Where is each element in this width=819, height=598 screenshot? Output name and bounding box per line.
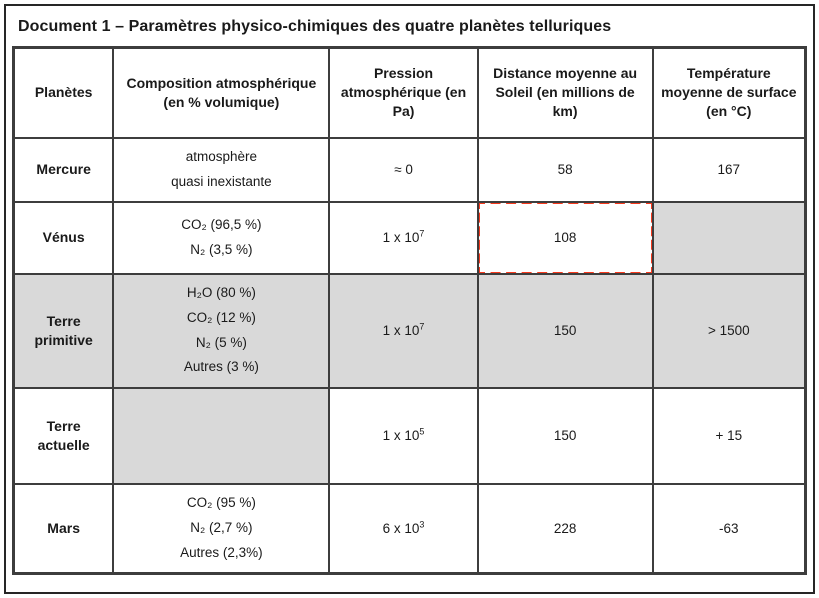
composition-cell [113, 202, 329, 274]
pressure-cell [329, 138, 477, 202]
pressure-exponent: 7 [419, 228, 425, 239]
pressure-cell [329, 388, 477, 484]
composition-line: N₂ (2,7 %) [190, 519, 253, 535]
composition-line: CO₂ (12 %) [186, 309, 256, 325]
composition-line: atmosphère [185, 148, 258, 164]
pressure-mantissa: 1 x 10 [382, 428, 420, 443]
table-row-terre-actuelle [14, 388, 806, 484]
composition-line: CO₂ (96,5 %) [181, 216, 262, 232]
composition-line: Autres (2,3%) [180, 544, 263, 560]
distance-cell: 150 [478, 274, 653, 388]
composition-line: H₂O (80 %) [186, 284, 256, 300]
temperature-cell: + 15 [653, 388, 806, 484]
header-cell-temperature: Température moyenne de surface (en °C) [653, 48, 806, 138]
distance-cell: 58 [478, 138, 653, 202]
planet-cell: Mars [14, 484, 114, 574]
composition-line: N₂ (5 %) [195, 334, 247, 350]
temperature-cell: > 1500 [653, 274, 806, 388]
planets-table [12, 46, 807, 575]
document-title: Document 1 – Paramètres physico-chimiques des quatre planètes telluriques [18, 18, 612, 35]
table-row-venus [14, 202, 806, 274]
header-cell-distance: Distance moyenne au Soleil (en millions de km) [478, 48, 653, 138]
table-row-terre-primitive [14, 274, 806, 388]
document-frame [4, 4, 815, 594]
pressure-mantissa: 1 x 10 [382, 323, 420, 338]
composition-line: Autres (3 %) [183, 359, 259, 375]
pressure-exponent: 3 [419, 519, 425, 530]
composition-line: N₂ (3,5 %) [190, 241, 253, 257]
composition-line: quasi inexistante [171, 173, 272, 189]
pressure-mantissa: 6 x 10 [382, 520, 420, 536]
header-cell-pression: Pression atmosphérique (en Pa) [329, 48, 477, 138]
pressure-mantissa: ≈ 0 [394, 162, 413, 177]
pressure-cell [329, 202, 477, 274]
table-header-row [14, 48, 806, 138]
planet-cell: Terre actuelle [14, 388, 114, 484]
header-cell-composition: Composition atmosphérique (en % volumique) [113, 48, 329, 138]
composition-cell [113, 484, 329, 574]
planet-cell: Mercure [14, 138, 114, 202]
pressure-mantissa: 1 x 10 [382, 230, 420, 245]
temperature-cell-hidden [653, 202, 806, 274]
composition-cell-hidden [113, 388, 329, 484]
pressure-exponent: 7 [419, 321, 425, 332]
distance-cell: 228 [478, 484, 653, 574]
distance-cell-highlighted [478, 202, 653, 274]
composition-line: CO₂ (95 %) [186, 494, 256, 510]
composition-cell [113, 274, 329, 388]
pressure-cell [329, 484, 477, 574]
distance-value: 108 [553, 230, 577, 245]
planet-cell: Vénus [14, 202, 114, 274]
table-row-mars [14, 484, 806, 574]
pressure-exponent: 5 [419, 426, 425, 437]
distance-cell: 150 [478, 388, 653, 484]
header-cell-planetes: Planètes [14, 48, 114, 138]
planet-cell: Terre primitive [14, 274, 114, 388]
temperature-cell: -63 [653, 484, 806, 574]
pressure-cell [329, 274, 477, 388]
table-row-mercure [14, 138, 806, 202]
temperature-cell: 167 [653, 138, 806, 202]
composition-cell [113, 138, 329, 202]
